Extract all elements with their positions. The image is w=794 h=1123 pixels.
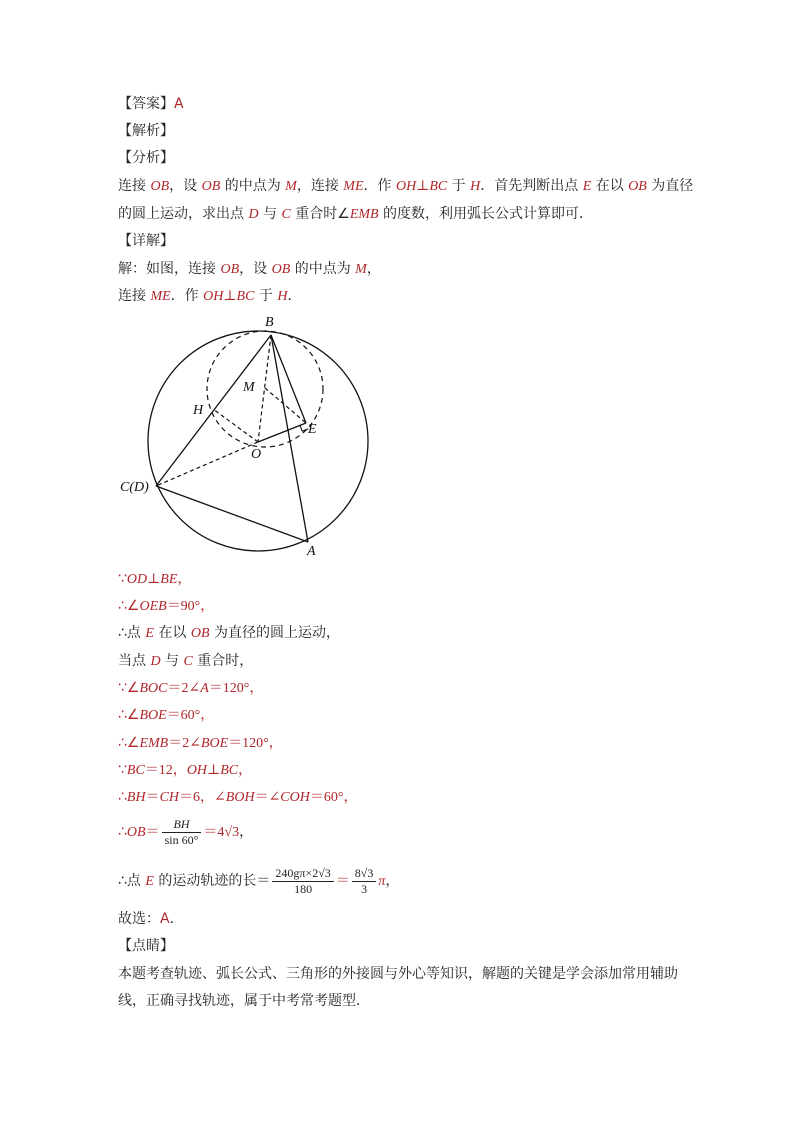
label-e: E — [308, 422, 317, 437]
fenxi-heading: 【分析】 — [118, 150, 174, 166]
answer-heading: 【答案】 — [118, 96, 174, 112]
label-cd: C(D) — [120, 480, 149, 495]
fenxi-line-2: 的圆上运动，求出点 D 与 C 重合时∠EMB 的度数，利用弧长公式计算即可． — [118, 206, 594, 222]
answer-value: A — [174, 96, 184, 112]
label-a: A — [307, 544, 316, 559]
segment-bc — [156, 335, 271, 486]
analysis-heading: 【解析】 — [118, 123, 174, 139]
geometry-figure — [110, 306, 390, 564]
detail-line-1: 解：如图，连接 OB，设 OB 的中点为 M， — [118, 261, 381, 277]
step-5: ∵∠BOC＝2∠A＝120°， — [118, 680, 264, 696]
comment-line-1: 本题考查轨迹、弧长公式、三角形的外接圆与外心等知识，解题的关键是学会添加常用辅助 — [118, 966, 678, 982]
detail-line-2: 连接 ME．作 OH⊥BC 于 H． — [118, 288, 302, 304]
arc-fraction-2: $\frac{8√3}{3}$ — [352, 866, 377, 897]
step-1: ∵OD⊥BE， — [118, 571, 192, 587]
step-7: ∴∠EMB＝2∠BOE＝120°， — [118, 735, 283, 751]
label-m: M — [243, 380, 255, 395]
ob-formula-line: ∴OB＝ $\frac{BH}{\sin 60^\circ}$ ＝4√3， — [118, 816, 254, 847]
segment-ca — [156, 486, 308, 542]
comment-heading: 【点睛】 — [118, 938, 174, 954]
arc-fraction-1: $\frac{240g\pi\times 2√3}{180}$ — [272, 866, 333, 897]
detail-heading: 【详解】 — [118, 233, 174, 249]
step-6: ∴∠BOE＝60°， — [118, 707, 215, 723]
step-8: ∵BC＝12，OH⊥BC， — [118, 762, 253, 778]
label-b: B — [265, 315, 274, 330]
conclusion-line: 故选：A． — [118, 911, 184, 927]
segment-oe — [258, 423, 306, 442]
segment-be — [271, 335, 306, 423]
label-o: O — [251, 447, 262, 462]
comment-line-2: 线，正确寻找轨迹，属于中考常考题型． — [118, 993, 370, 1009]
arc-length-line: ∴点 E 的运动轨迹的长＝ $\frac{240g\pi\times 2√3}{180}$ ＝ $\frac{8√3}{3}$ π， — [118, 865, 400, 896]
ob-fraction: $\frac{BH}{\sin 60^\circ}$ — [162, 817, 202, 848]
step-2: ∴∠OEB＝90°， — [118, 598, 215, 614]
segment-oc — [156, 442, 258, 486]
segment-ba — [271, 335, 308, 542]
step-3: ∴点 E 在以 OB 为直径的圆上运动， — [118, 625, 340, 641]
fenxi-line-1: 连接 OB，设 OB 的中点为 M，连接 ME．作 OH⊥BC 于 H．首先判断出点 E 在以 OB 为直径 — [118, 178, 694, 194]
segment-ob — [258, 335, 271, 442]
segment-oh — [213, 409, 258, 442]
label-h: H — [193, 403, 204, 418]
answer-line — [118, 94, 184, 114]
step-9: ∴BH＝CH＝6，∠BOH＝∠COH＝60°， — [118, 789, 358, 805]
step-4: 当点 D 与 C 重合时， — [118, 653, 254, 669]
